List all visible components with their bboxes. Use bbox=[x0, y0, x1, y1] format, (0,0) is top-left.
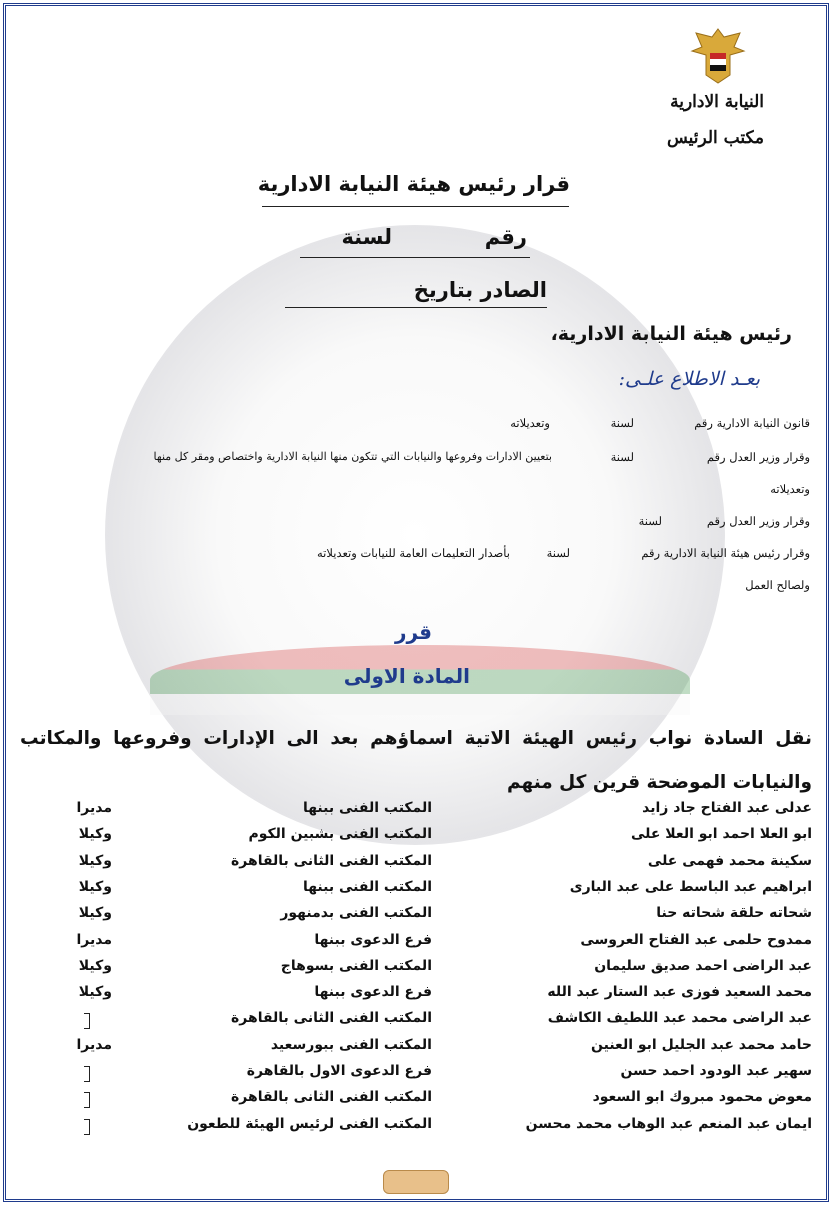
office-assignment: المكتب الفنى بسوهاج bbox=[280, 957, 432, 974]
issuer: رئيس هيئة النيابة الادارية، bbox=[550, 323, 792, 345]
office-assignment: المكتب الفنى الثانى بالقاهرة bbox=[231, 852, 432, 869]
empty-role-marker bbox=[84, 1092, 90, 1112]
ref-3-a: وتعديلاته bbox=[770, 482, 810, 496]
role: وكيلا bbox=[78, 852, 112, 869]
employee-name: ابراهيم عبد الباسط على عبد البارى bbox=[569, 878, 812, 895]
empty-role-marker bbox=[84, 1066, 90, 1086]
eagle-emblem-icon bbox=[690, 25, 746, 87]
date-label: الصادر بتاريخ bbox=[413, 278, 547, 302]
after-review: بعـد الاطلاع علـى: bbox=[618, 368, 760, 390]
number-label: رقم bbox=[484, 225, 527, 249]
employee-name: ممدوح حلمى عبد الفتاح العروسى bbox=[580, 931, 812, 948]
employee-name: محمد السعيد فوزى عبد الستار عبد الله bbox=[547, 984, 812, 1001]
table-row bbox=[20, 800, 812, 824]
office-assignment: فرع الدعوى ببنها bbox=[314, 931, 432, 948]
role: وكيلا bbox=[78, 984, 112, 1001]
table-row bbox=[20, 958, 812, 982]
decision-title: قرار رئيس هيئة النيابة الادارية bbox=[257, 172, 570, 196]
table-row bbox=[20, 932, 812, 956]
empty-role-marker bbox=[84, 1119, 90, 1139]
office-assignment: المكتب الفنى الثانى بالقاهرة bbox=[231, 1089, 432, 1106]
table-row bbox=[20, 1010, 812, 1034]
office-assignment: فرع الدعوى الاول بالقاهرة bbox=[246, 1063, 432, 1079]
year-label: لسنة bbox=[341, 225, 392, 249]
role: وكيلا bbox=[78, 957, 112, 974]
ref-5-b: لسنة bbox=[546, 546, 570, 560]
role: مديرا bbox=[76, 1036, 112, 1053]
office-name: مكتب الرئيس bbox=[666, 128, 764, 148]
employee-name: عبد الراضى احمد صديق سليمان bbox=[594, 957, 812, 974]
office-assignment: المكتب الفنى ببنها bbox=[302, 878, 432, 895]
ref-6-a: ولصالح العمل bbox=[745, 578, 810, 592]
table-row bbox=[20, 984, 812, 1008]
employee-name: شحاته حلقة شحاته حنا bbox=[656, 905, 812, 922]
ref-4-b: لسنة bbox=[638, 514, 662, 528]
table-row bbox=[20, 879, 812, 903]
ref-4-a: وقرار وزير العدل رقم bbox=[706, 514, 810, 528]
office-assignment: فرع الدعوى ببنها bbox=[314, 984, 432, 1001]
office-assignment: المكتب الفنى بشبين الكوم bbox=[248, 826, 432, 843]
ref-1-c: وتعديلاته bbox=[510, 416, 550, 430]
article-heading: المادة الاولى bbox=[343, 664, 470, 688]
employee-name: سكينة محمد فهمى على bbox=[647, 852, 812, 869]
empty-role-marker bbox=[84, 1013, 90, 1033]
office-assignment: المكتب الفنى ببنها bbox=[302, 800, 432, 816]
office-assignment: المكتب الفنى الثانى بالقاهرة bbox=[231, 1010, 432, 1027]
table-row bbox=[20, 853, 812, 877]
ref-2-a: وقرار وزير العدل رقم bbox=[706, 450, 810, 464]
role: وكيلا bbox=[78, 905, 112, 922]
employee-name: سهير عبد الودود احمد حسن bbox=[620, 1063, 812, 1079]
employee-name: معوض محمود مبروك ابو السعود bbox=[592, 1089, 812, 1106]
ref-1-a: قانون النيابة الادارية رقم bbox=[694, 416, 810, 430]
page-number-box bbox=[383, 1170, 449, 1194]
office-assignment: المكتب الفنى بدمنهور bbox=[280, 905, 432, 922]
role: وكيلا bbox=[78, 826, 112, 843]
table-row bbox=[20, 1116, 812, 1140]
employee-name: ايمان عبد المنعم عبد الوهاب محمد محسن bbox=[525, 1115, 812, 1132]
table-row bbox=[20, 826, 812, 850]
ref-1-b: لسنة bbox=[610, 416, 634, 430]
ref-5-a: وقرار رئيس هيئة النيابة الادارية رقم bbox=[641, 546, 810, 560]
body-line-2: والنيابات الموضحة قرين كل منهم bbox=[506, 772, 812, 793]
body-line-1: نقل السادة نواب رئيس الهيئة الاتية اسماؤهم بعد الى الإدارات وفروعها والمكاتب bbox=[20, 728, 812, 749]
org-name: النيابة الادارية bbox=[670, 92, 764, 112]
table-row bbox=[20, 905, 812, 929]
decided-heading: قرر bbox=[394, 620, 432, 644]
employee-name: عدلى عبد الفتاح جاد زايد bbox=[642, 800, 812, 816]
ref-2-c: بتعيين الادارات وفروعها والنيابات التي تتكون منها النيابة الادارية واختصاص ومقر كل منها bbox=[153, 450, 552, 463]
role: وكيلا bbox=[78, 878, 112, 895]
ref-5-c: بأصدار التعليمات العامة للنيابات وتعديلاته bbox=[317, 546, 510, 560]
table-row bbox=[20, 1063, 812, 1087]
ref-2-b: لسنة bbox=[610, 450, 634, 464]
employee-name: ابو العلا احمد ابو العلا على bbox=[630, 826, 812, 843]
table-row bbox=[20, 1037, 812, 1061]
employee-name: عبد الراضى محمد عبد اللطيف الكاشف bbox=[547, 1010, 812, 1027]
office-assignment: المكتب الفنى لرئيس الهيئة للطعون bbox=[187, 1115, 432, 1132]
role: مديرا bbox=[76, 931, 112, 948]
office-assignment: المكتب الفنى ببورسعيد bbox=[270, 1036, 432, 1053]
watermark-seal bbox=[105, 225, 725, 845]
table-row bbox=[20, 1089, 812, 1113]
employee-name: حامد محمد عبد الجليل ابو العنين bbox=[591, 1036, 812, 1053]
role: مديرا bbox=[76, 800, 112, 816]
